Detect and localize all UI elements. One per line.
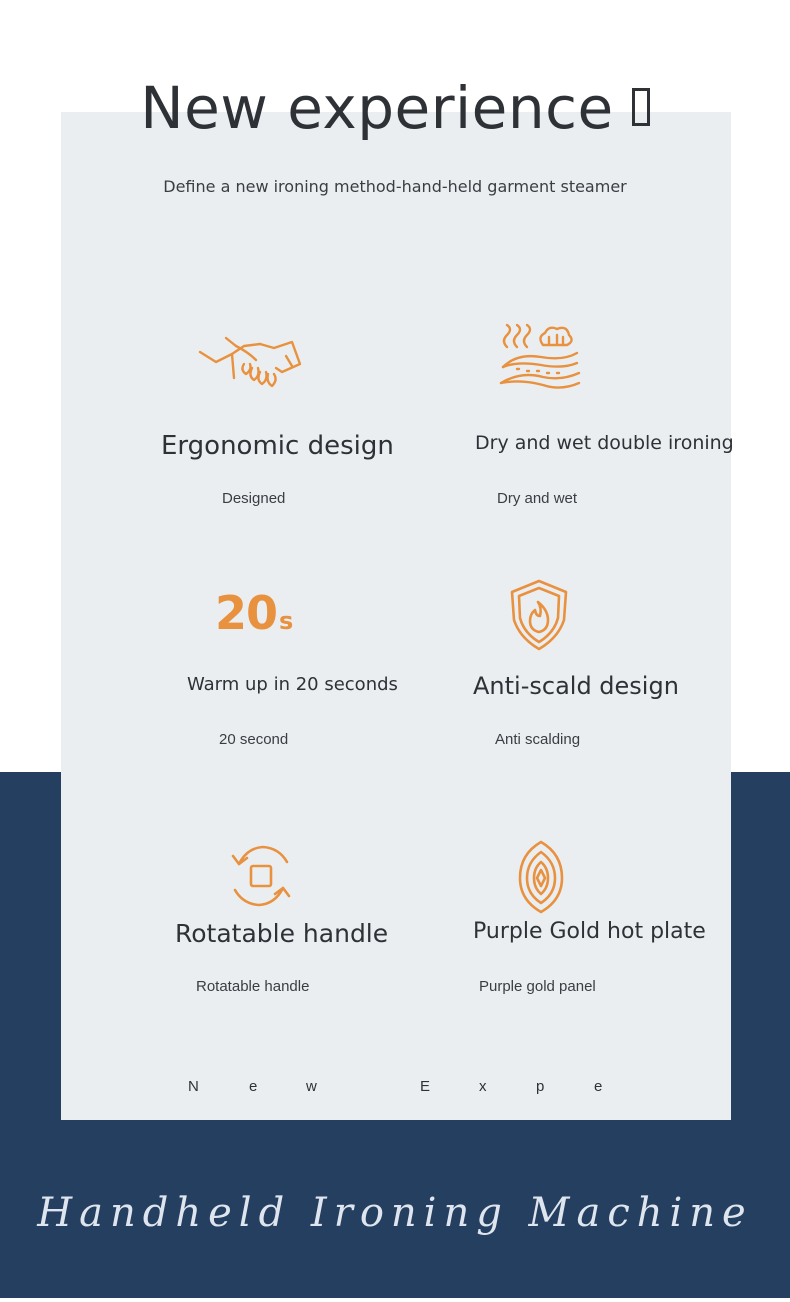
steam-icon bbox=[497, 323, 583, 397]
handshake-icon bbox=[196, 322, 304, 398]
feature-subtitle-warm-up: 20 second bbox=[219, 731, 289, 748]
feature-title-dry-wet: Dry and wet double ironing bbox=[475, 432, 734, 454]
spaced-letter: w bbox=[306, 1078, 317, 1095]
bottom-edge-strip bbox=[0, 1298, 790, 1302]
missing-glyph-box bbox=[632, 88, 650, 126]
feature-title-hot-plate: Purple Gold hot plate bbox=[473, 919, 706, 944]
feature-title-warm-up: Warm up in 20 seconds bbox=[187, 674, 398, 695]
rotate-icon bbox=[229, 842, 293, 910]
feature-title-anti-scald: Anti-scald design bbox=[473, 672, 679, 700]
timer-20s-icon bbox=[215, 586, 293, 640]
feature-title-ergonomic: Ergonomic design bbox=[161, 431, 394, 461]
flame-shield-icon bbox=[508, 578, 570, 652]
spaced-letters-row bbox=[188, 1078, 608, 1098]
spaced-letter: e bbox=[594, 1078, 603, 1095]
page-title bbox=[0, 74, 790, 142]
page-subtitle: Define a new ironing method-hand-held garment steamer bbox=[163, 177, 627, 196]
feature-subtitle-hot-plate: Purple gold panel bbox=[479, 978, 596, 995]
spaced-letter: e bbox=[249, 1078, 258, 1095]
feature-title-rotatable: Rotatable handle bbox=[175, 919, 389, 948]
footer-title: Handheld Ironing Machine bbox=[37, 1190, 753, 1236]
badge-number: 20 bbox=[215, 586, 278, 640]
page-title-text: New experience bbox=[140, 74, 614, 142]
feature-subtitle-rotatable: Rotatable handle bbox=[196, 978, 310, 995]
feature-subtitle-anti-scald: Anti scalding bbox=[495, 731, 581, 748]
hot-plate-icon bbox=[516, 840, 566, 914]
spaced-letter: E bbox=[420, 1078, 431, 1095]
spaced-letter: x bbox=[479, 1078, 487, 1095]
feature-subtitle-dry-wet: Dry and wet bbox=[497, 490, 578, 507]
spaced-letter: p bbox=[536, 1078, 545, 1095]
feature-subtitle-ergonomic: Designed bbox=[222, 490, 286, 507]
spaced-letter: N bbox=[188, 1078, 199, 1095]
badge-unit: s bbox=[279, 607, 293, 635]
feature-panel bbox=[61, 112, 731, 1120]
